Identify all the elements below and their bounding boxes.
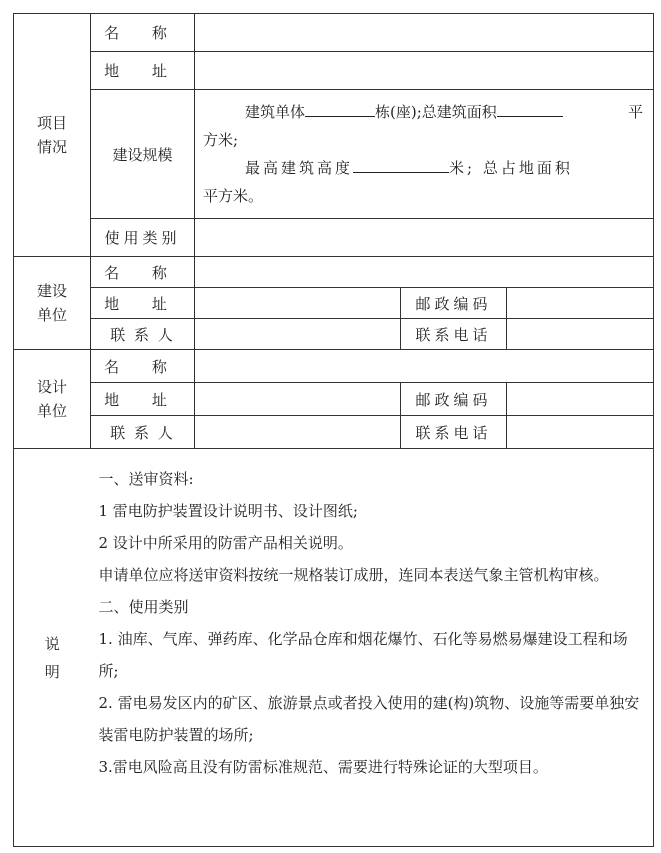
designer-address-field[interactable]	[195, 383, 401, 416]
scale-text-area: 栋(座);总建筑面积	[375, 103, 497, 121]
scale-text-ping: 平	[628, 103, 644, 121]
designer-phone-label: 联系电话	[401, 416, 507, 449]
notes-line: 申请单位应将送审资料按统一规格装订成册，连同本表送气象主管机构审核。	[98, 566, 609, 584]
notes-line: 2 设计中所采用的防雷产品相关说明。	[98, 534, 353, 552]
scale-text-units: 建筑单体	[245, 103, 306, 121]
notes-line: 2. 雷电易发区内的矿区、旅游景点或者投入使用的建(构)筑物、设施等需要单独安装雷电防护装置的场所;	[98, 694, 640, 744]
builder-address-field[interactable]	[195, 288, 401, 319]
total-area-blank[interactable]	[497, 101, 563, 117]
scale-text-height: 最高建筑高度	[245, 159, 354, 177]
designer-name-field[interactable]	[195, 350, 654, 383]
max-height-blank[interactable]	[353, 157, 449, 173]
project-address-label: 地 址	[91, 52, 195, 90]
builder-postcode-field[interactable]	[507, 288, 654, 319]
builder-phone-field[interactable]	[507, 319, 654, 350]
designer-postcode-field[interactable]	[507, 383, 654, 416]
designer-contact-field[interactable]	[195, 416, 401, 449]
builder-contact-field[interactable]	[195, 319, 401, 350]
application-form-table	[13, 13, 654, 847]
scale-text-sqm: 方米;	[203, 131, 239, 149]
notes-line: 1 雷电防护装置设计说明书、设计图纸;	[98, 502, 358, 520]
project-usage-field[interactable]	[195, 219, 654, 257]
designer-name-label: 名 称	[91, 350, 195, 383]
designer-address-label: 地 址	[91, 383, 195, 416]
designer-section-label: 设计 单位	[14, 350, 91, 449]
designer-contact-label: 联 系 人	[91, 416, 195, 449]
builder-postcode-label: 邮政编码	[401, 288, 507, 319]
notes-line: 一、送审资料:	[98, 470, 194, 488]
building-count-blank[interactable]	[305, 101, 375, 117]
scale-text-sqm-end: 平方米。	[203, 187, 264, 205]
designer-phone-field[interactable]	[507, 416, 654, 449]
notes-line: 二、使用类别	[98, 598, 189, 616]
project-usage-label: 使用类别	[91, 219, 195, 257]
project-name-label: 名 称	[91, 14, 195, 52]
project-scale-label: 建设规模	[91, 90, 195, 219]
notes-content	[91, 449, 654, 847]
builder-phone-label: 联系电话	[401, 319, 507, 350]
project-section-label: 项目 情况	[14, 14, 91, 257]
notes-line: 3.雷电风险高且没有防雷标准规范、需要进行特殊论证的大型项目。	[98, 758, 548, 776]
builder-name-label: 名 称	[91, 257, 195, 288]
project-scale-field[interactable]	[195, 90, 654, 219]
builder-name-field[interactable]	[195, 257, 654, 288]
notes-section-label: 说 明	[14, 449, 91, 847]
notes-line: 1. 油库、气库、弹药库、化学品仓库和烟花爆竹、石化等易燃易爆建设工程和场所;	[98, 630, 628, 680]
designer-postcode-label: 邮政编码	[401, 383, 507, 416]
builder-address-label: 地 址	[91, 288, 195, 319]
builder-contact-label: 联 系 人	[91, 319, 195, 350]
scale-text-land-area: 米; 总占地面积	[449, 159, 573, 177]
builder-section-label: 建设 单位	[14, 257, 91, 350]
project-address-field[interactable]	[195, 52, 654, 90]
project-name-field[interactable]	[195, 14, 654, 52]
